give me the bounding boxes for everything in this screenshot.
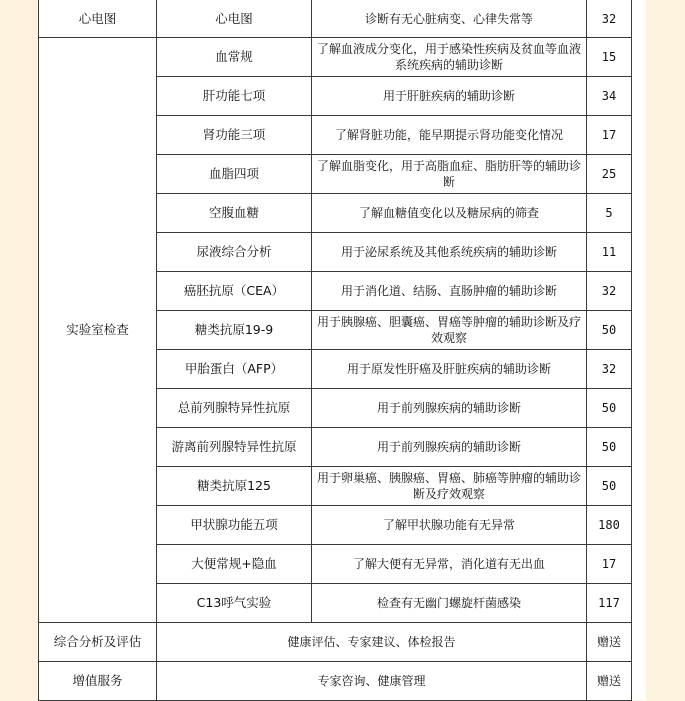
item-description-cell: 用于原发性肝癌及肝脏疾病的辅助诊断 [312, 350, 587, 389]
item-price-cell: 17 [587, 116, 632, 155]
category-cell-summary: 综合分析及评估 [39, 623, 157, 662]
item-name-cell: 血常规 [157, 38, 312, 77]
item-price-cell: 25 [587, 155, 632, 194]
item-name-cell: 肾功能三项 [157, 116, 312, 155]
item-name-cell: 糖类抗原125 [157, 467, 312, 506]
item-description-cell: 用于肝脏疾病的辅助诊断 [312, 77, 587, 116]
item-name-cell: 癌胚抗原（CEA） [157, 272, 312, 311]
checkup-items-table [38, 0, 632, 701]
item-description-cell: 了解大便有无异常，消化道有无出血 [312, 545, 587, 584]
item-description-cell: 了解血脂变化，用于高脂血症、脂肪肝等的辅助诊断 [312, 155, 587, 194]
table-row [39, 38, 632, 77]
item-price-cell: 50 [587, 467, 632, 506]
item-description-cell: 用于前列腺疾病的辅助诊断 [312, 428, 587, 467]
item-name-cell: 甲状腺功能五项 [157, 506, 312, 545]
item-description-cell: 了解血液成分变化，用于感染性疾病及贫血等血液系统疾病的辅助诊断 [312, 38, 587, 77]
table-row-summary [39, 623, 632, 662]
item-description-cell: 用于消化道、结肠、直肠肿瘤的辅助诊断 [312, 272, 587, 311]
item-description-cell: 了解肾脏功能，能早期提示肾功能变化情况 [312, 116, 587, 155]
item-name-cell: 游离前列腺特异性抗原 [157, 428, 312, 467]
item-price-cell: 32 [587, 350, 632, 389]
item-name-cell: C13呼气实验 [157, 584, 312, 623]
item-description-cell: 了解甲状腺功能有无异常 [312, 506, 587, 545]
item-name-cell: 尿液综合分析 [157, 233, 312, 272]
item-price-cell: 32 [587, 0, 632, 38]
item-name-cell: 血脂四项 [157, 155, 312, 194]
category-cell-lab: 实验室检查 [39, 38, 157, 623]
item-price-cell: 34 [587, 77, 632, 116]
package-sheet [38, 0, 646, 700]
item-price-cell: 117 [587, 584, 632, 623]
item-name-cell: 糖类抗原19-9 [157, 311, 312, 350]
item-price-cell: 15 [587, 38, 632, 77]
item-name-cell: 心电图 [157, 0, 312, 38]
item-price-cell: 50 [587, 389, 632, 428]
item-description-cell: 诊断有无心脏病变、心律失常等 [312, 0, 587, 38]
summary-price-cell: 赠送 [587, 623, 632, 662]
item-price-cell: 17 [587, 545, 632, 584]
item-name-cell: 空腹血糖 [157, 194, 312, 233]
item-description-cell: 用于前列腺疾病的辅助诊断 [312, 389, 587, 428]
item-description-cell: 用于泌尿系统及其他系统疾病的辅助诊断 [312, 233, 587, 272]
item-name-cell: 大便常规+隐血 [157, 545, 312, 584]
item-name-cell: 肝功能七项 [157, 77, 312, 116]
value-added-price-cell: 赠送 [587, 662, 632, 701]
item-description-cell: 了解血糖值变化以及糖尿病的筛查 [312, 194, 587, 233]
category-cell-value-added: 增值服务 [39, 662, 157, 701]
item-price-cell: 11 [587, 233, 632, 272]
category-cell: 心电图 [39, 0, 157, 38]
item-name-cell: 总前列腺特异性抗原 [157, 389, 312, 428]
item-description-cell: 用于卵巢癌、胰腺癌、胃癌、肺癌等肿瘤的辅助诊断及疗效观察 [312, 467, 587, 506]
table-row-ecg [39, 0, 632, 38]
item-description-cell: 用于胰腺癌、胆囊癌、胃癌等肿瘤的辅助诊断及疗效观察 [312, 311, 587, 350]
item-name-cell: 甲胎蛋白（AFP） [157, 350, 312, 389]
item-price-cell: 32 [587, 272, 632, 311]
item-price-cell: 50 [587, 311, 632, 350]
item-price-cell: 180 [587, 506, 632, 545]
summary-content-cell: 健康评估、专家建议、体检报告 [157, 623, 587, 662]
item-price-cell: 5 [587, 194, 632, 233]
item-price-cell: 50 [587, 428, 632, 467]
value-added-content-cell: 专家咨询、健康管理 [157, 662, 587, 701]
item-description-cell: 检查有无幽门螺旋杆菌感染 [312, 584, 587, 623]
table-row-value-added [39, 662, 632, 701]
